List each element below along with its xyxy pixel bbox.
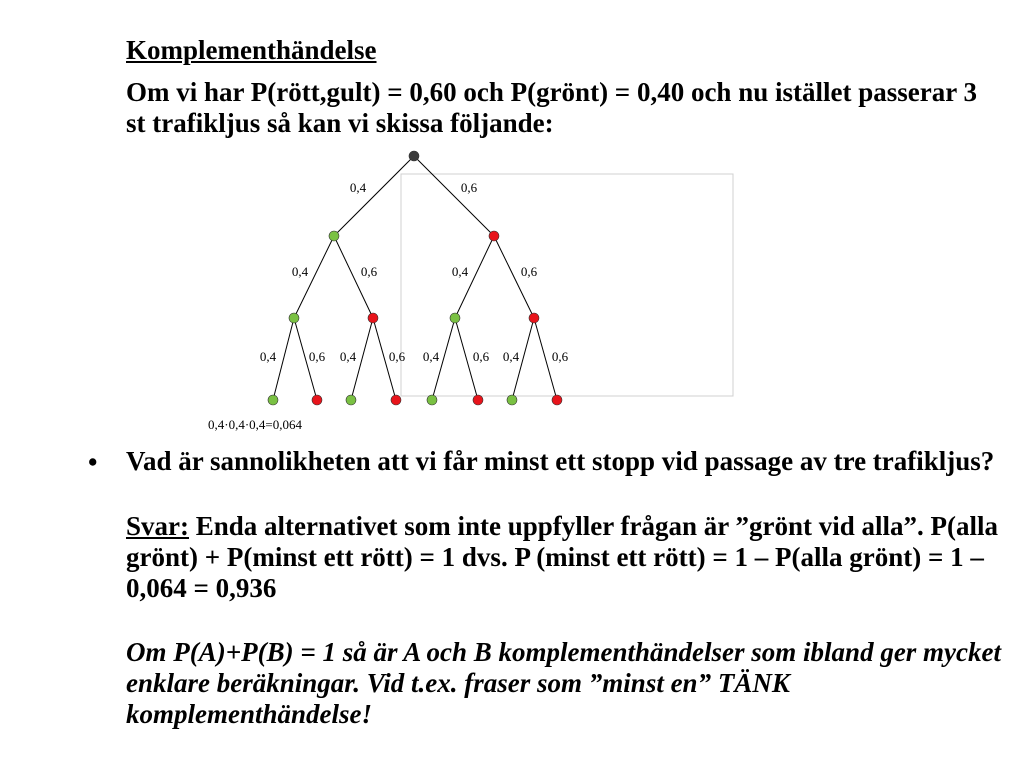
tree-node-green (289, 313, 299, 323)
bullet-icon: • (88, 447, 98, 477)
tree-leaf-red (552, 395, 562, 405)
branch-label-l2: 0,4 (291, 264, 309, 279)
tree-edge-l1 (414, 156, 494, 236)
tree-leaf-red (473, 395, 483, 405)
tree-leaf-green (427, 395, 437, 405)
tree-edge-l3 (273, 318, 294, 400)
tree-node-green (450, 313, 460, 323)
tree-leaf-red (312, 395, 322, 405)
answer-block (126, 511, 1006, 604)
tree-leaf-red (391, 395, 401, 405)
slide-heading: Komplementhändelse (126, 35, 377, 65)
branch-label-l3: 0,6 (551, 349, 569, 364)
branch-label-l2: 0,6 (520, 264, 538, 279)
tree-node-green (329, 231, 339, 241)
tree-leaf-green (268, 395, 278, 405)
note-text: Om P(A)+P(B) = 1 så är A och B komplementhändelser som ibland ger mycket enklare beräkningar. Vid t.ex. fraser som ”minst en” TÄNK komplementhändelse! (126, 637, 1002, 729)
branch-label-l3: 0,4 (339, 349, 357, 364)
branch-label-l1: 0,6 (460, 180, 478, 195)
path-calculation: 0,4·0,4·0,4=0,064 (208, 417, 302, 432)
tree-leaf-green (507, 395, 517, 405)
answer-label: Svar: (126, 511, 189, 541)
branch-label-l3: 0,6 (308, 349, 326, 364)
question-text: Vad är sannolikheten att vi får minst ett stopp vid passage av tre trafikljus? (126, 446, 995, 476)
tree-node-red (368, 313, 378, 323)
tree-node-red (489, 231, 499, 241)
branch-label-l3: 0,6 (472, 349, 490, 364)
tree-root-node (409, 151, 419, 161)
branch-label-l1: 0,4 (349, 180, 367, 195)
branch-label-l3: 0,4 (502, 349, 520, 364)
answer-text: Enda alternativet som inte uppfyller frågan är ”grönt vid alla”. P(alla grönt) + P(minst ett rött) = 1 dvs. P (minst ett rött) = 1 – P(alla grönt) = 1 – 0,064 = 0,936 (126, 511, 998, 603)
intro-text: Om vi har P(rött,gult) = 0,60 och P(grönt) = 0,40 och nu istället passerar 3 st trafikljus så kan vi skissa följande: (126, 77, 977, 138)
branch-label-l2: 0,6 (360, 264, 378, 279)
tree-node-red (529, 313, 539, 323)
branch-label-l3: 0,6 (388, 349, 406, 364)
tree-leaf-green (346, 395, 356, 405)
branch-label-l3: 0,4 (259, 349, 277, 364)
branch-label-l3: 0,4 (422, 349, 440, 364)
branch-label-l2: 0,4 (451, 264, 469, 279)
tree-edge-l1 (334, 156, 414, 236)
